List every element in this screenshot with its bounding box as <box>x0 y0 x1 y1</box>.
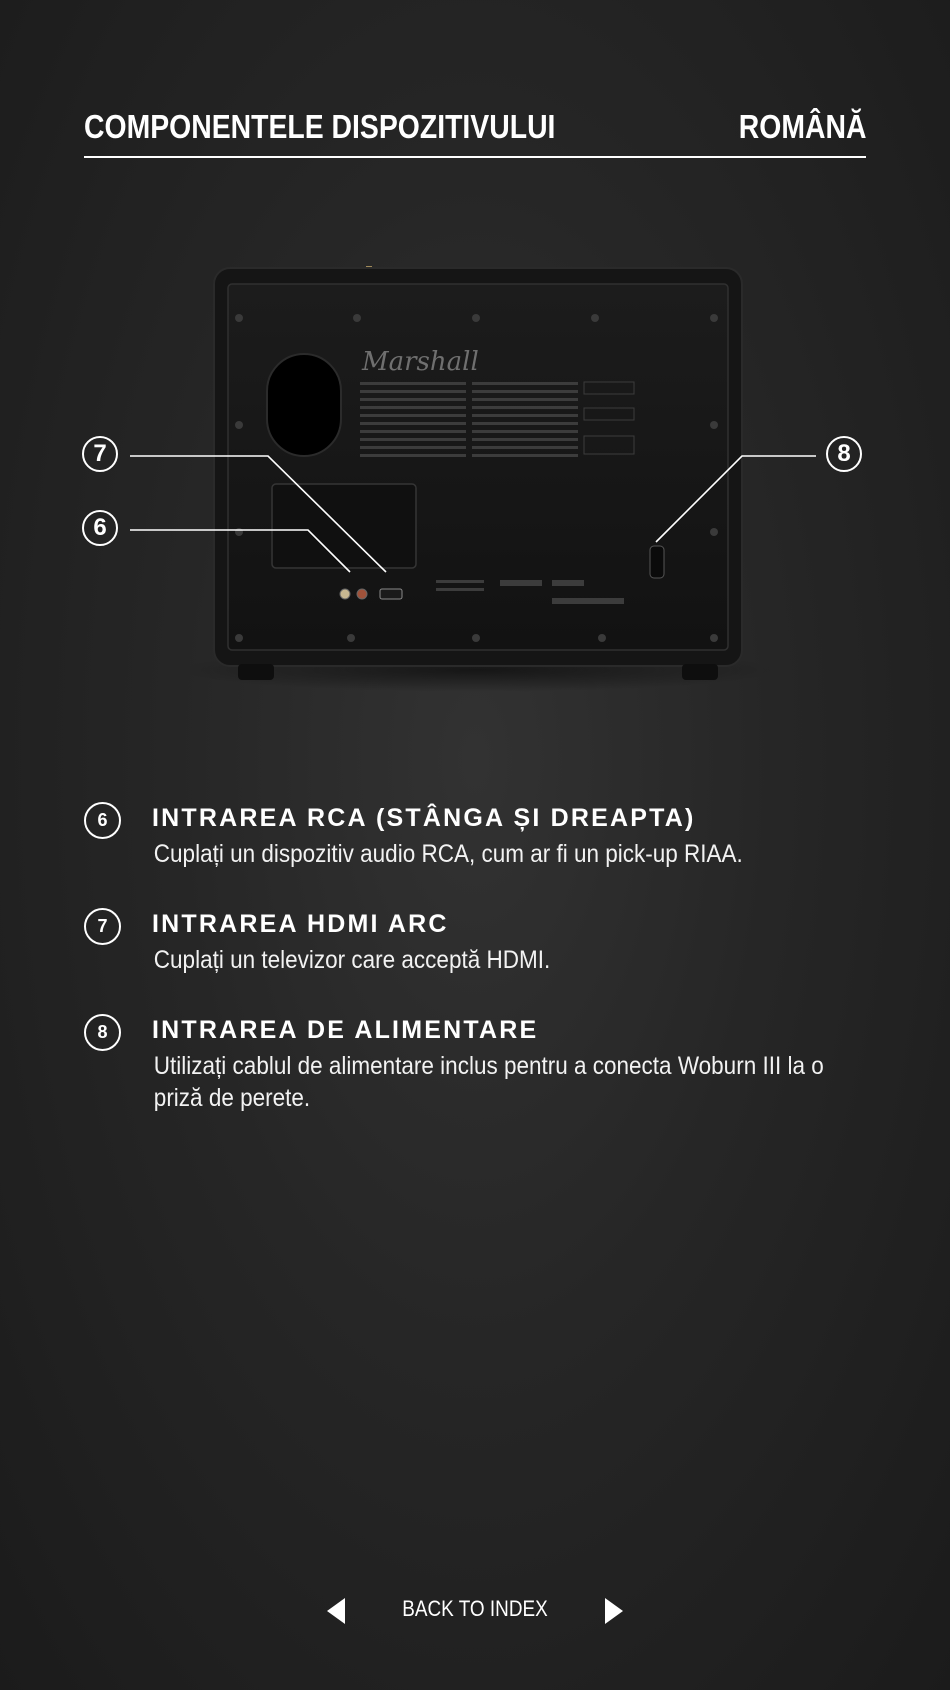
speaker-rear-illustration <box>0 240 950 700</box>
back-to-index-link[interactable]: BACK TO INDEX <box>402 1596 548 1621</box>
item-description: Cuplați un televizor care acceptă HDMI. <box>153 946 551 974</box>
page-header <box>84 104 866 158</box>
list-item <box>84 800 874 870</box>
hdmi-port <box>380 589 402 599</box>
item-number: 6 <box>84 802 121 839</box>
language-label: ROMÂNĂ <box>738 108 866 145</box>
footer-nav <box>0 1590 950 1630</box>
item-number: 8 <box>84 1014 121 1051</box>
item-heading: INTRAREA DE ALIMENTARE <box>152 1016 539 1044</box>
item-heading: INTRAREA HDMI ARC <box>152 910 449 938</box>
page-title: COMPONENTELE DISPOZITIVULUI <box>84 108 556 145</box>
speaker-foot <box>682 664 718 680</box>
rear-panel <box>228 284 728 650</box>
callout-8: 8 <box>826 436 862 472</box>
component-list <box>84 800 874 1150</box>
input-plate <box>272 484 416 568</box>
callout-7: 7 <box>82 436 118 472</box>
item-description: Cuplați un dispozitiv audio RCA, cum ar fi un pick-up RIAA. <box>153 840 743 868</box>
speaker-rear-svg <box>0 240 950 700</box>
item-number: 7 <box>84 908 121 945</box>
callout-6: 6 <box>82 510 118 546</box>
rca-left-jack <box>340 589 350 599</box>
item-heading: INTRAREA RCA (STÂNGA ȘI DREAPTA) <box>152 804 696 832</box>
marshall-logo: Marshall <box>362 347 479 377</box>
power-socket <box>650 546 664 578</box>
bass-port <box>267 354 341 456</box>
list-item <box>84 1012 874 1114</box>
triangle-left-icon[interactable] <box>327 1598 345 1624</box>
item-description: Utilizați cablul de alimentare inclus pentru a conecta Woburn III la o priză de perete. <box>153 1052 824 1112</box>
triangle-right-icon[interactable] <box>605 1598 623 1624</box>
list-item <box>84 906 874 976</box>
rca-right-jack <box>357 589 367 599</box>
speaker-foot <box>238 664 274 680</box>
